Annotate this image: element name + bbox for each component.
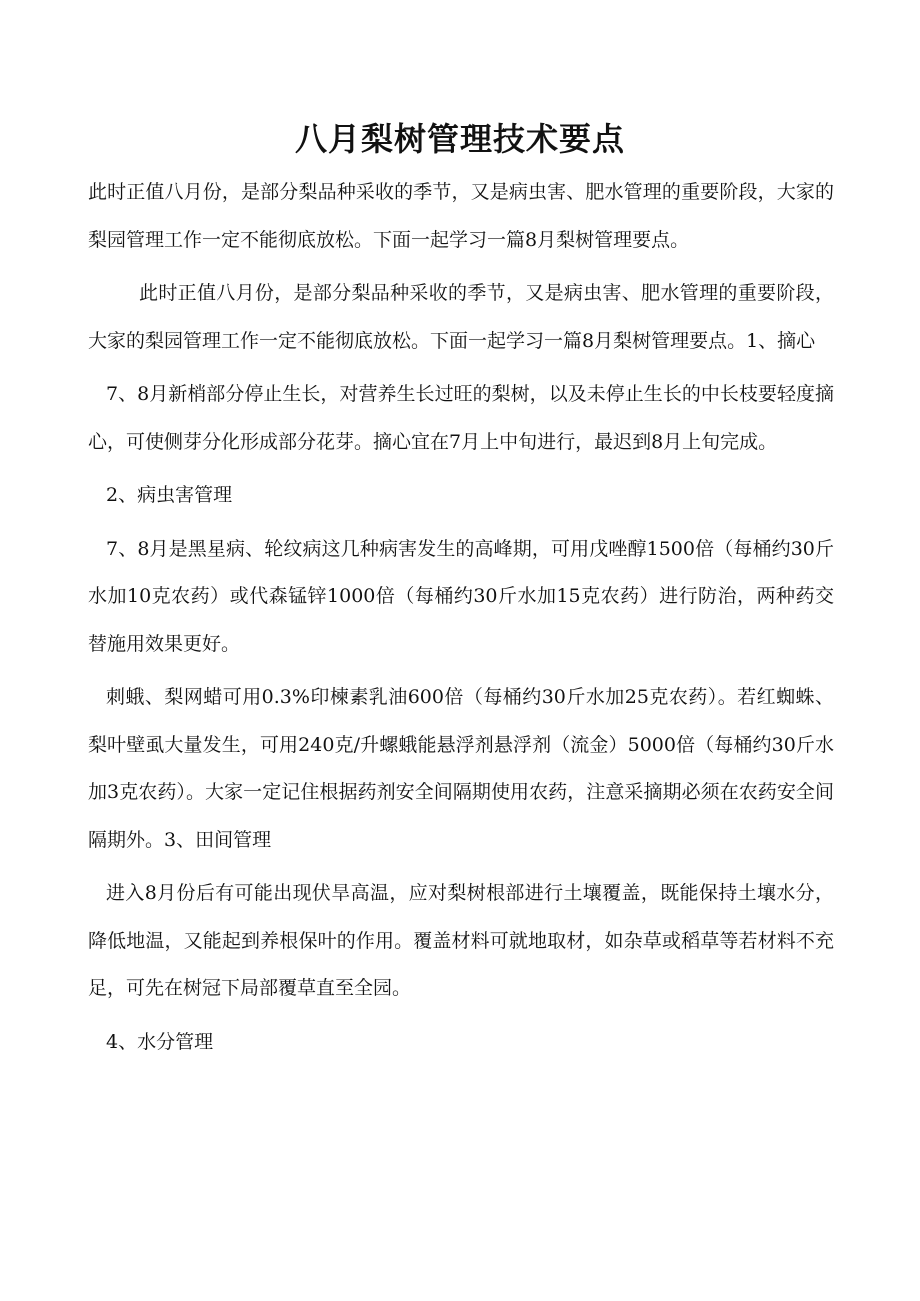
paragraph-insect-control: 刺蛾、梨网蜡可用0.3%印楝素乳油600倍（每桶约30斤水加25克农药）。若红蜘蛛、梨叶壁虱大量发生，可用240克/升螺蛾能悬浮剂悬浮剂（流金）5000倍（每桶约30斤水加3克农药）。大家一定记住根据药剂安全间隔期使用农药，注意采摘期必须在农药安全间隔期外。3、田间管理	[88, 686, 834, 851]
section-heading-water-management: 4、水分管理	[106, 1030, 214, 1053]
paragraph-intro: 此时正值八月份，是部分梨品种采收的季节，又是病虫害、肥水管理的重要阶段，大家的梨园管理工作一定不能彻底放松。下面一起学习一篇8月梨树管理要点。	[88, 181, 834, 251]
document-body	[88, 169, 834, 1066]
paragraph-pinching: 7、8月新梢部分停止生长，对营养生长过旺的梨树，以及未停止生长的中长枝要轻度摘心，可使侧芽分化形成部分花芽。摘心宜在7月上中旬进行，最迟到8月上旬完成。	[88, 383, 834, 453]
paragraph-disease-control: 7、8月是黑星病、轮纹病这几种病害发生的高峰期，可用戊唑醇1500倍（每桶约30斤水加10克农药）或代森锰锌1000倍（每桶约30斤水加15克农药）进行防治，两种药交替施用效果更好。	[88, 537, 834, 655]
paragraph-intro-repeat: 此时正值八月份，是部分梨品种采收的季节，又是病虫害、肥水管理的重要阶段，大家的梨园管理工作一定不能彻底放松。下面一起学习一篇8月梨树管理要点。1、摘心	[88, 282, 834, 352]
section-heading-pest-control: 2、病虫害管理	[106, 484, 233, 506]
paragraph-field-management: 进入8月份后有可能出现伏旱高温，应对梨树根部进行土壤覆盖，既能保持土壤水分，降低地温，又能起到养根保叶的作用。覆盖材料可就地取材，如杂草或稻草等若材料不充足，可先在树冠下局部覆草直至全园。	[88, 882, 834, 999]
document-title: 八月梨树管理技术要点	[294, 120, 625, 158]
